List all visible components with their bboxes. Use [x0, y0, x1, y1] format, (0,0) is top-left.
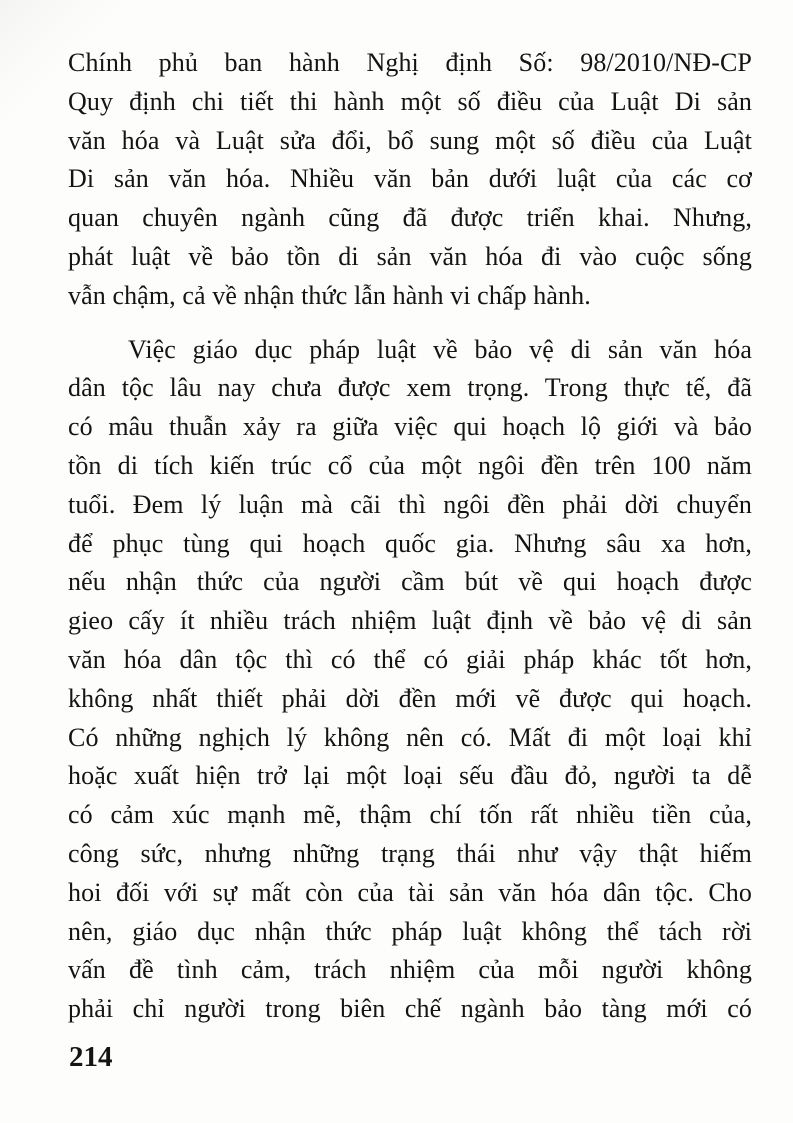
- text-line: phát luật về bảo tồn di sản văn hóa đi vào cuộc sống: [68, 241, 752, 271]
- text-line: tồn di tích kiến trúc cổ của một ngôi đền trên 100 năm: [68, 450, 752, 480]
- text-line: có cảm xúc mạnh mẽ, thậm chí tốn rất nhiều tiền của,: [68, 800, 752, 830]
- text-line: nếu nhận thức của người cầm bút về qui hoạch được: [68, 567, 752, 597]
- text-line: văn hóa và Luật sửa đổi, bổ sung một số điều của Luật: [68, 125, 752, 155]
- text-line: vấn đề tình cảm, trách nhiệm của mỗi người không: [68, 955, 752, 985]
- page-number: 214: [69, 1041, 113, 1073]
- text-line: hoi đối với sự mất còn của tài sản văn hóa dân tộc. Cho: [68, 877, 752, 907]
- text-line: Quy định chi tiết thi hành một số điều của Luật Di sản: [68, 86, 752, 116]
- text-line: tuổi. Đem lý luận mà cãi thì ngôi đền phải dời chuyển: [68, 489, 752, 519]
- text-line: Có những nghịch lý không nên có. Mất đi một loại khỉ: [68, 722, 752, 752]
- paragraph-1: [68, 44, 752, 316]
- text-line: công sức, nhưng những trạng thái như vậy thật hiếm: [68, 838, 752, 868]
- text-line: có mâu thuẫn xảy ra giữa việc qui hoạch lộ giới và bảo: [68, 412, 752, 442]
- text-line: Việc giáo dục pháp luật về bảo vệ di sản văn hóa: [128, 334, 752, 364]
- text-line: không nhất thiết phải dời đền mới vẽ được qui hoạch.: [68, 683, 752, 713]
- text-line: văn hóa dân tộc thì có thể có giải pháp khác tốt hơn,: [68, 644, 752, 674]
- text-line: phải chỉ người trong biên chế ngành bảo tàng mới có: [68, 994, 752, 1024]
- text-line: để phục tùng qui hoạch quốc gia. Nhưng sâu xa hơn,: [68, 528, 752, 558]
- text-line: gieo cấy ít nhiều trách nhiệm luật định về bảo vệ di sản: [68, 606, 752, 636]
- paragraph-2: [68, 331, 752, 1029]
- text-line: vẫn chậm, cả về nhận thức lẫn hành vi chấp hành.: [68, 280, 591, 310]
- page-text-block: [68, 44, 752, 1029]
- text-line: quan chuyên ngành cũng đã được triển khai. Nhưng,: [68, 203, 752, 233]
- text-line: Chính phủ ban hành Nghị định Số: 98/2010/NĐ-CP: [68, 48, 752, 77]
- text-line: dân tộc lâu nay chưa được xem trọng. Trong thực tế, đã: [68, 373, 752, 403]
- text-line: Di sản văn hóa. Nhiều văn bản dưới luật của các cơ: [68, 164, 752, 194]
- text-line: hoặc xuất hiện trở lại một loại sếu đầu đỏ, người ta dễ: [68, 761, 752, 791]
- text-line: nên, giáo dục nhận thức pháp luật không thể tách rời: [68, 916, 752, 946]
